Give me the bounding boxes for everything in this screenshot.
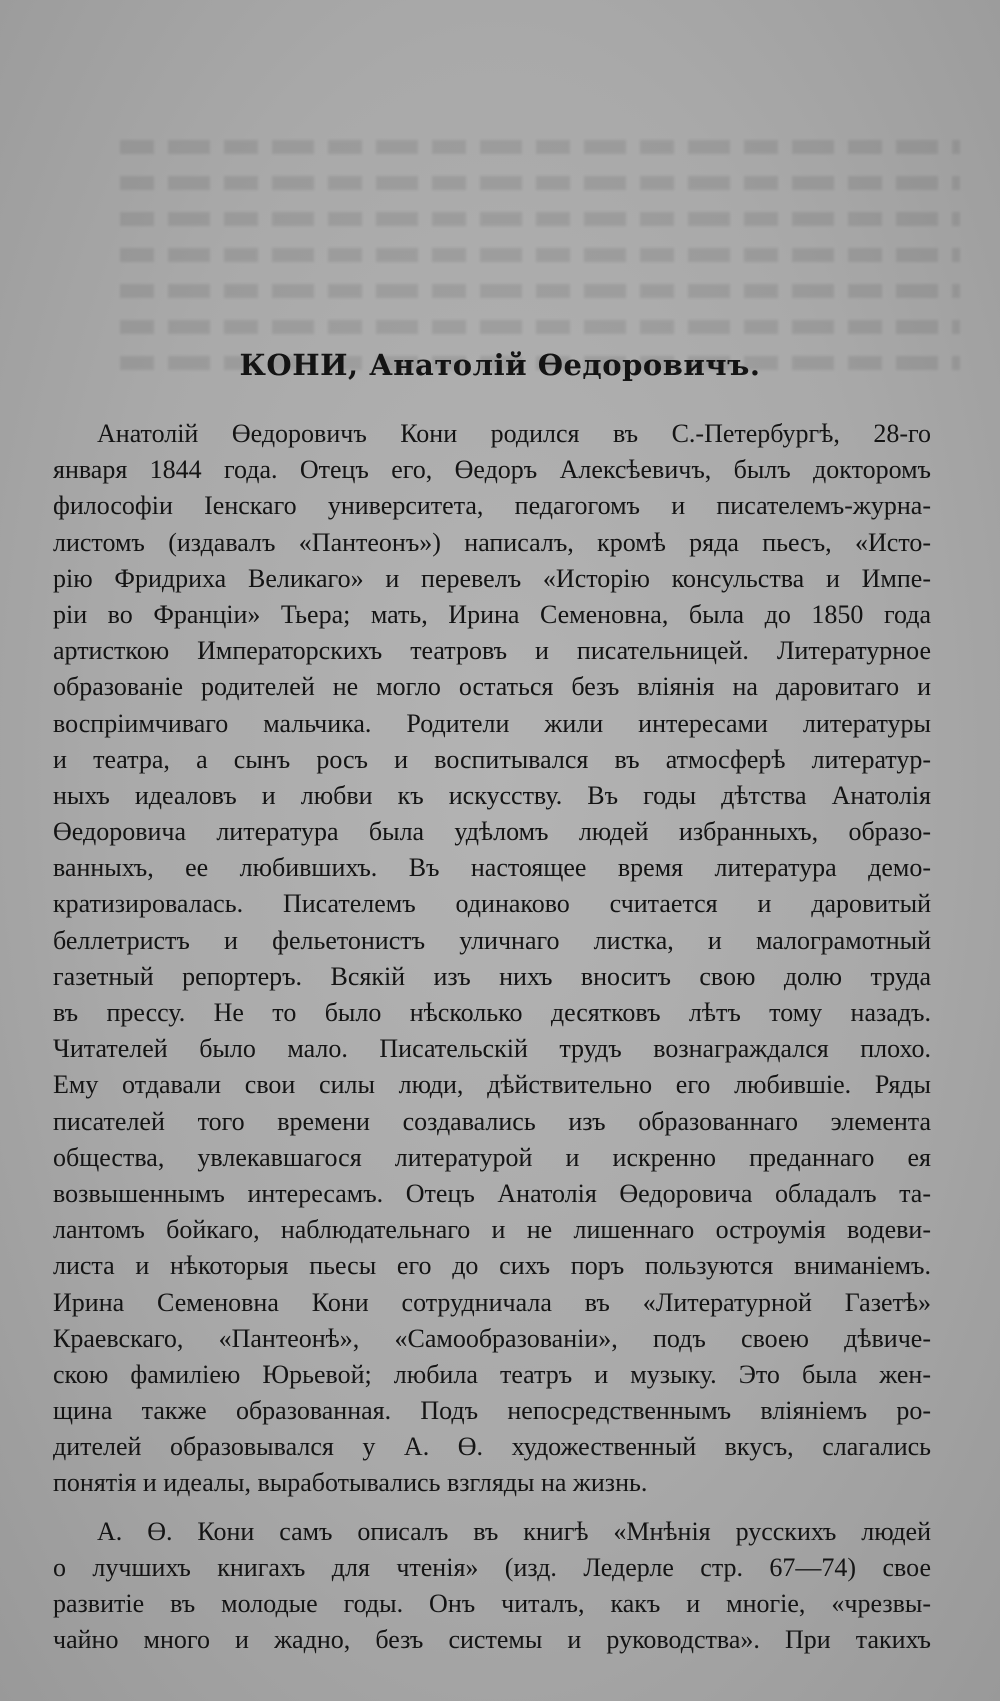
text-line: въ прессу. Не то было нѣсколько десятковъ лѣтъ тому назадъ. — [53, 998, 931, 1027]
text-line: развитіе въ молодые годы. Онъ читалъ, какъ и многіе, «чрезвы- — [53, 1589, 931, 1618]
text-line: общества, увлекавшагося литературой и искренно преданнаго ея — [53, 1142, 931, 1172]
text-line: и театра, а сынъ росъ и воспитывался въ атмосферѣ литератур- — [53, 744, 931, 774]
text-line: возвышеннымъ интересамъ. Отецъ Анатолія Өедоровича обладалъ та- — [53, 1178, 931, 1208]
article-body — [53, 416, 931, 1658]
text-line: А. Ө. Кони самъ описалъ въ книгѣ «Мнѣнія русскихъ людей — [97, 1516, 931, 1546]
text-line: понятія и идеалы, выработывались взгляды на жизнь. — [53, 1468, 648, 1498]
text-line: января 1844 года. Отецъ его, Өедоръ Алексѣевичъ, былъ докторомъ — [53, 455, 931, 485]
paragraph — [53, 416, 931, 1502]
text-line: чайно много и жадно, безъ системы и руководства». При такихъ — [53, 1625, 931, 1655]
text-line: о лучшихъ книгахъ для чтенія» (изд. Ледерле стр. 67—74) свое — [53, 1552, 931, 1582]
text-line: Краевскаго, «Пантеонѣ», «Самообразованіи», подъ своею дѣвиче- — [53, 1323, 931, 1353]
paragraph-gap — [53, 1502, 931, 1514]
text-line: Читателей было мало. Писательскій трудъ вознаграждался плохо. — [53, 1034, 931, 1064]
text-line: ныхъ идеаловъ и любви къ искусству. Въ годы дѣтства Анатолія — [53, 780, 931, 810]
text-line: газетный репортеръ. Всякій изъ нихъ вноситъ свою долю труда — [53, 961, 931, 991]
text-line: Ему отдавали свои силы люди, дѣйствительно его любившіе. Ряды — [53, 1070, 931, 1100]
paragraph — [53, 1514, 931, 1659]
text-line: ріи во Франціи» Тьера; мать, Ирина Семеновна, была до 1850 года — [53, 599, 931, 629]
text-line: воспріимчиваго мальчика. Родители жили интересами литературы — [53, 708, 931, 738]
text-line: Ирина Семеновна Кони сотрудничала въ «Литературной Газетѣ» — [53, 1287, 931, 1317]
text-line: листомъ (издавалъ «Пантеонъ») написалъ, кромѣ ряда пьесъ, «Исто- — [53, 527, 931, 557]
text-line: образованіе родителей не могло остаться безъ вліянія на даровитаго и — [53, 672, 931, 702]
text-line: дителей образовывался у А. Ө. художественный вкусъ, слагались — [53, 1432, 931, 1462]
reverse-side-bleed-through — [120, 140, 960, 380]
text-line: ванныхъ, ее любившихъ. Въ настоящее время литература демо- — [53, 853, 931, 883]
text-line: рію Фридриха Великаго» и перевелъ «Исторію консульства и Импе- — [53, 563, 931, 593]
text-line: листа и нѣкоторыя пьесы его до сихъ поръ пользуются вниманіемъ. — [53, 1251, 931, 1281]
article-title: КОНИ, Анатолій Өедоровичъ. — [239, 348, 761, 382]
text-line: щина также образованная. Подъ непосредственнымъ вліяніемъ ро- — [53, 1396, 931, 1426]
text-line: философіи Іенскаго университета, педагогомъ и писателемъ-журна- — [53, 491, 931, 521]
text-line: кратизировалась. Писателемъ одинаково считается и даровитый — [53, 889, 931, 919]
text-line: артисткою Императорскихъ театровъ и писательницей. Литературное — [53, 636, 931, 666]
text-line: лантомъ бойкаго, наблюдательнаго и не лишеннаго остроумія водеви- — [53, 1215, 931, 1245]
text-line: Анатолій Өедоровичъ Кони родился въ С.-Петербургѣ, 28-го — [97, 419, 931, 448]
text-line: писателей того времени создавались изъ образованнаго элемента — [53, 1106, 931, 1136]
text-line: Өедоровича литература была удѣломъ людей избранныхъ, образо- — [53, 817, 931, 847]
text-line: беллетристъ и фельетонистъ уличнаго листка, и малограмотный — [53, 925, 931, 955]
text-line: скою фамиліею Юрьевой; любила театръ и музыку. Это была жен- — [53, 1359, 931, 1389]
